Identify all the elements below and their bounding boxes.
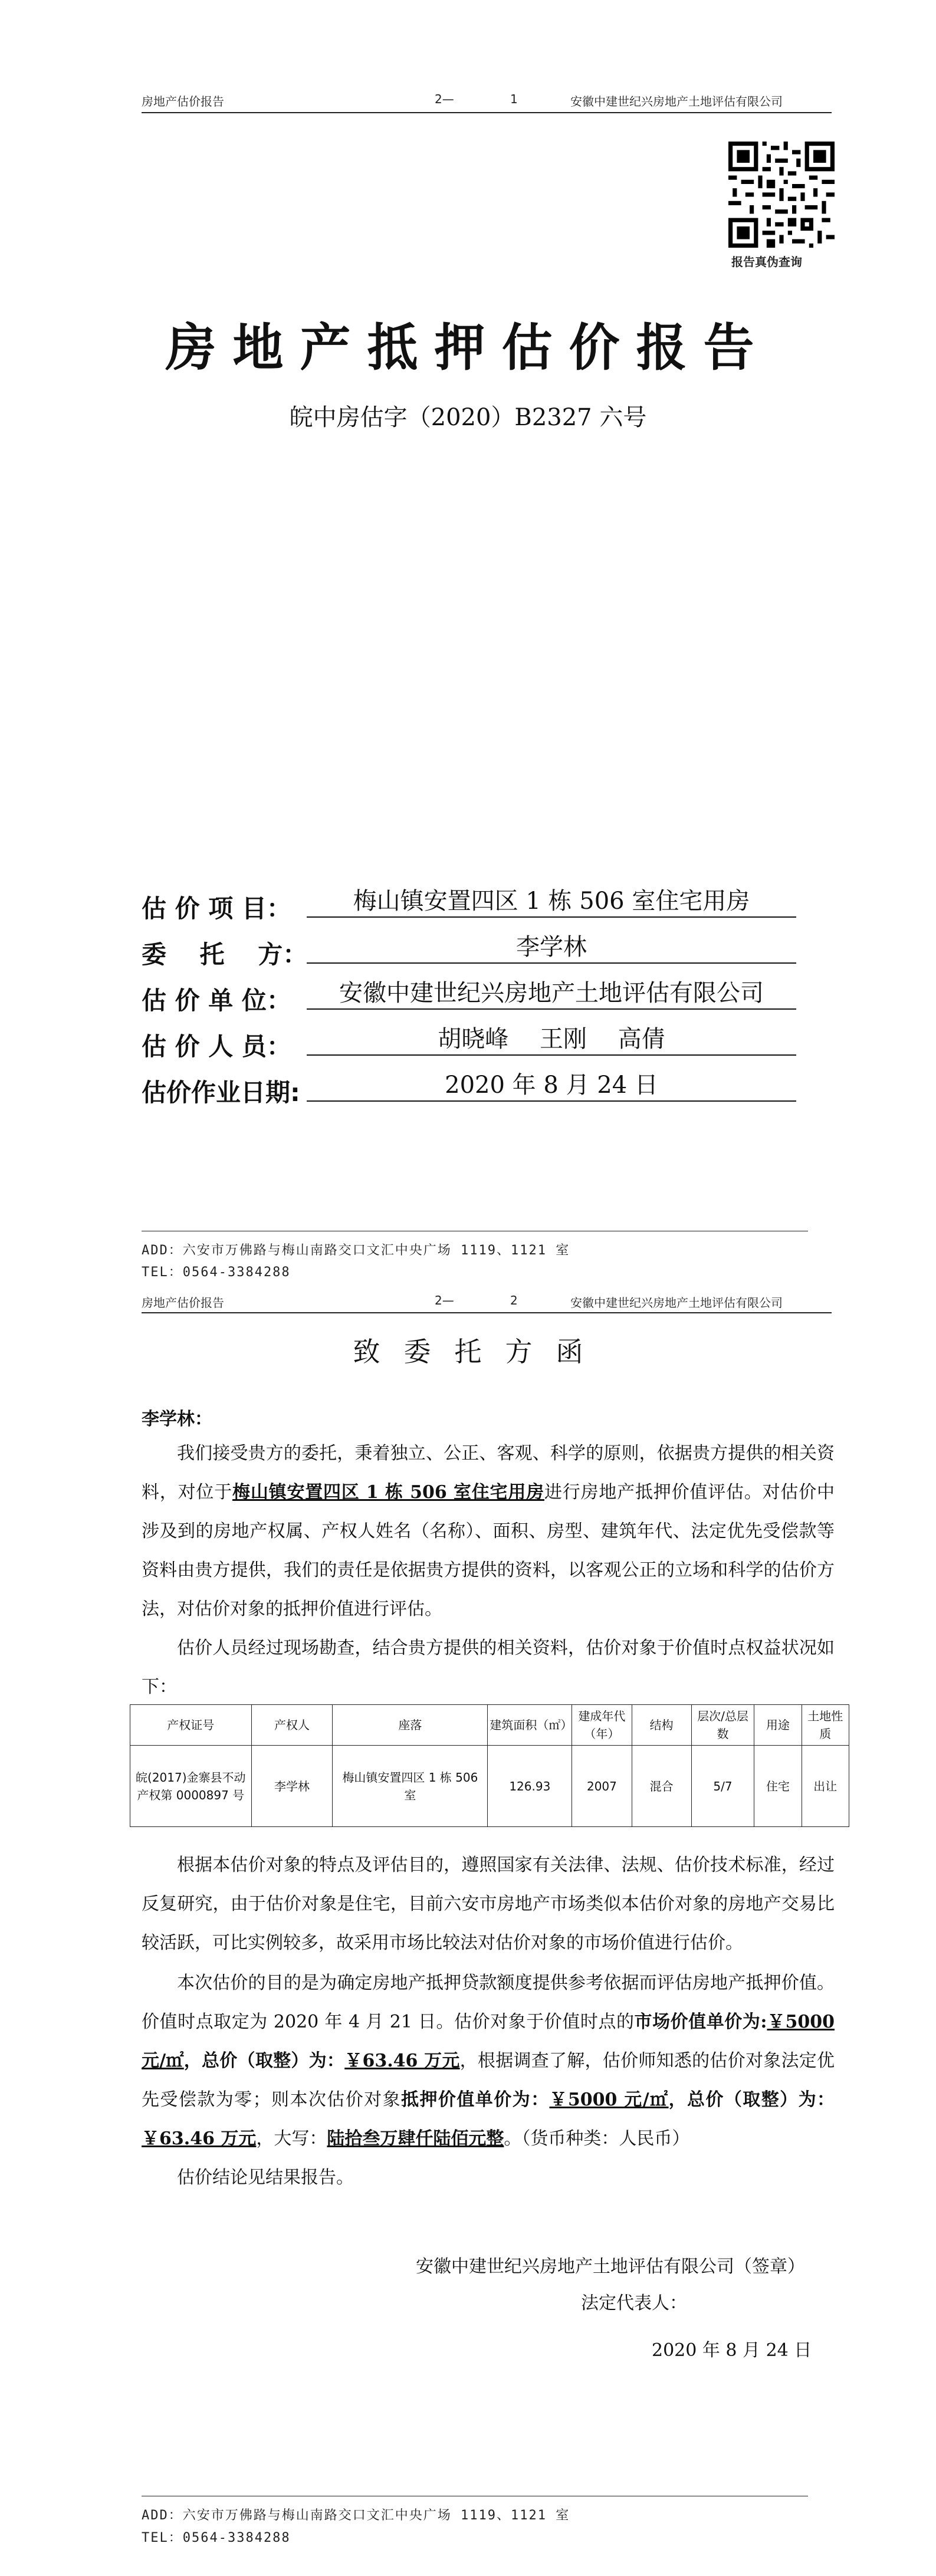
info-label-date: 估价作业日期:	[142, 1078, 300, 1107]
p4-market-unit-price: ￥5000 元/㎡	[142, 2012, 835, 2071]
p1-text-a: 我们接受贵方的委托，秉着独立、公正、客观、科学的原则，依据贵方提供的相关资料，对位于	[142, 1443, 835, 1503]
cell-structure: 混合	[632, 1746, 691, 1827]
footer-address: ADD：六安市万佛路与梅山南路交口文汇中央广场 1119、1121 室	[142, 2508, 570, 2523]
header-page-number: 2	[510, 1293, 518, 1307]
header-left: 房地产估价报告	[142, 94, 224, 109]
header-page-prefix: 2—	[435, 1293, 454, 1307]
col-header: 产权证号	[130, 1705, 252, 1746]
paragraph-2: 估价人员经过现场勘查，结合贵方提供的相关资料，估价对象于价值时点权益状况如下：	[142, 1638, 835, 1697]
salutation: 李学林：	[142, 1409, 212, 1430]
cell-year: 2007	[572, 1746, 632, 1827]
header-rule	[142, 112, 832, 113]
property-table	[130, 1704, 849, 1827]
info-value-appraisers: 胡晓峰 王刚 高倩	[307, 1024, 796, 1056]
cell-owner: 李学林	[251, 1746, 333, 1827]
signature-date: 2020 年 8 月 24 日	[652, 2340, 812, 2361]
header-right: 安徽中建世纪兴房地产土地评估有限公司	[570, 1296, 783, 1310]
p4-mortgage-total: ￥63.46 万元	[142, 2128, 257, 2149]
footer-address: ADD：六安市万佛路与梅山南路交口文汇中央广场 1119、1121 室	[142, 1243, 570, 1258]
table-header-row	[130, 1705, 849, 1746]
p4-market-total-label: ，总价（取整）为：	[183, 2051, 345, 2071]
col-header: 座落	[333, 1705, 488, 1746]
info-value-client: 李学林	[307, 932, 796, 964]
col-header: 土地性质	[802, 1705, 849, 1746]
p4-text-m: 。（货币种类：人民币）	[504, 2128, 690, 2149]
info-label-project: 估 价 项 目：	[142, 894, 291, 923]
info-label-client: 委 托 方：	[142, 940, 308, 969]
letter-title: 致委托方函	[353, 1336, 607, 1368]
info-value-project: 梅山镇安置四区 1 栋 506 室住宅用房	[307, 886, 796, 918]
report-number: 皖中房估字（2020）B2327 六号	[289, 404, 647, 431]
col-header: 产权人	[251, 1705, 333, 1746]
info-label-appraiser-org: 估 价 单 位：	[142, 986, 291, 1015]
header-rule	[142, 1312, 832, 1313]
qr-caption: 报告真伪查询	[731, 255, 802, 269]
p4-amount-in-words: 陆拾叁万肆仟陆佰元整	[327, 2128, 504, 2149]
paragraph-3: 根据本估价对象的特点及评估目的，遵照国家有关法律、法规、估价技术标准，经过反复研究，由于估价对象是住宅，目前六安市房地产市场类似本估价对象的房地产交易比较活跃，可比实例较多，故采用市场比较法对估价对象的市场价值进行估价。	[142, 1855, 835, 1953]
p4-text-a: 本次估价的目的是为确定房地产抵押贷款额度提供参考依据而评估房地产抵押价值。价值时点取定为 2020 年 4 月 21 日。估价对象于价值时点的	[142, 1973, 835, 2032]
header-page-number: 1	[510, 92, 518, 106]
p4-text-f: ，根据调查了解，估价师知悉的估价对象法定优先受偿款为零；则本次估价对象	[142, 2051, 835, 2110]
paragraph-1	[142, 1434, 835, 1629]
paragraph-5: 估价结论见结果报告。	[177, 2167, 354, 2188]
footer-tel: TEL：0564-3384288	[142, 1265, 291, 1280]
col-header: 结构	[632, 1705, 691, 1746]
col-header: 建筑面积（㎡）	[488, 1705, 572, 1746]
cell-cert-no: 皖(2017)金寨县不动产权第 0000897 号	[130, 1746, 252, 1827]
signature-legal-rep: 法定代表人：	[581, 2293, 687, 2314]
p4-text-k: ，大写：	[256, 2128, 327, 2149]
signature-company: 安徽中建世纪兴房地产土地评估有限公司（签章）	[416, 2256, 805, 2277]
p1-text-c: 进行房地产抵押价值评估。对估价中涉及到的房地产权属、产权人姓名（名称）、面积、房型、建筑年代、法定优先受偿款等资料由贵方提供，我们的责任是依据贵方提供的资料，以客观公正的立场和科学的估价方法，对估价对象的抵押价值进行评估。	[142, 1482, 835, 1619]
p1-property-name: 梅山镇安置四区 1 栋 506 室住宅用房	[232, 1482, 544, 1503]
info-label-appraisers: 估 价 人 员：	[142, 1032, 291, 1061]
footer-tel: TEL：0564-3384288	[142, 2531, 291, 2545]
p4-mortgage-total-label: ，总价（取整）为：	[668, 2089, 835, 2110]
paragraph-4	[142, 1964, 835, 2158]
info-value-appraiser-org: 安徽中建世纪兴房地产土地评估有限公司	[307, 978, 796, 1010]
report-title: 房地产抵押估价报告	[165, 318, 771, 377]
p4-market-total: ￥63.46 万元	[344, 2051, 460, 2071]
header-page-prefix: 2—	[435, 92, 454, 106]
p4-mortgage-unit-label: 抵押价值单价为：	[401, 2089, 550, 2110]
info-value-date: 2020 年 8 月 24 日	[307, 1070, 796, 1102]
cell-area: 126.93	[488, 1746, 572, 1827]
cell-location: 梅山镇安置四区 1 栋 506 室	[333, 1746, 488, 1827]
col-header: 用途	[754, 1705, 802, 1746]
cell-land-type: 出让	[802, 1746, 849, 1827]
p4-market-unit-label: 市场价值单价为:	[634, 2012, 767, 2032]
cell-floor: 5/7	[691, 1746, 754, 1827]
header-left: 房地产估价报告	[142, 1296, 224, 1310]
col-header: 建成年代（年）	[572, 1705, 632, 1746]
p4-mortgage-unit-price: ￥5000 元/㎡	[549, 2089, 669, 2110]
qr-code-icon	[728, 142, 835, 248]
cell-usage: 住宅	[754, 1746, 802, 1827]
col-header: 层次/总层数	[691, 1705, 754, 1746]
table-row	[130, 1746, 849, 1827]
header-right: 安徽中建世纪兴房地产土地评估有限公司	[570, 94, 783, 109]
